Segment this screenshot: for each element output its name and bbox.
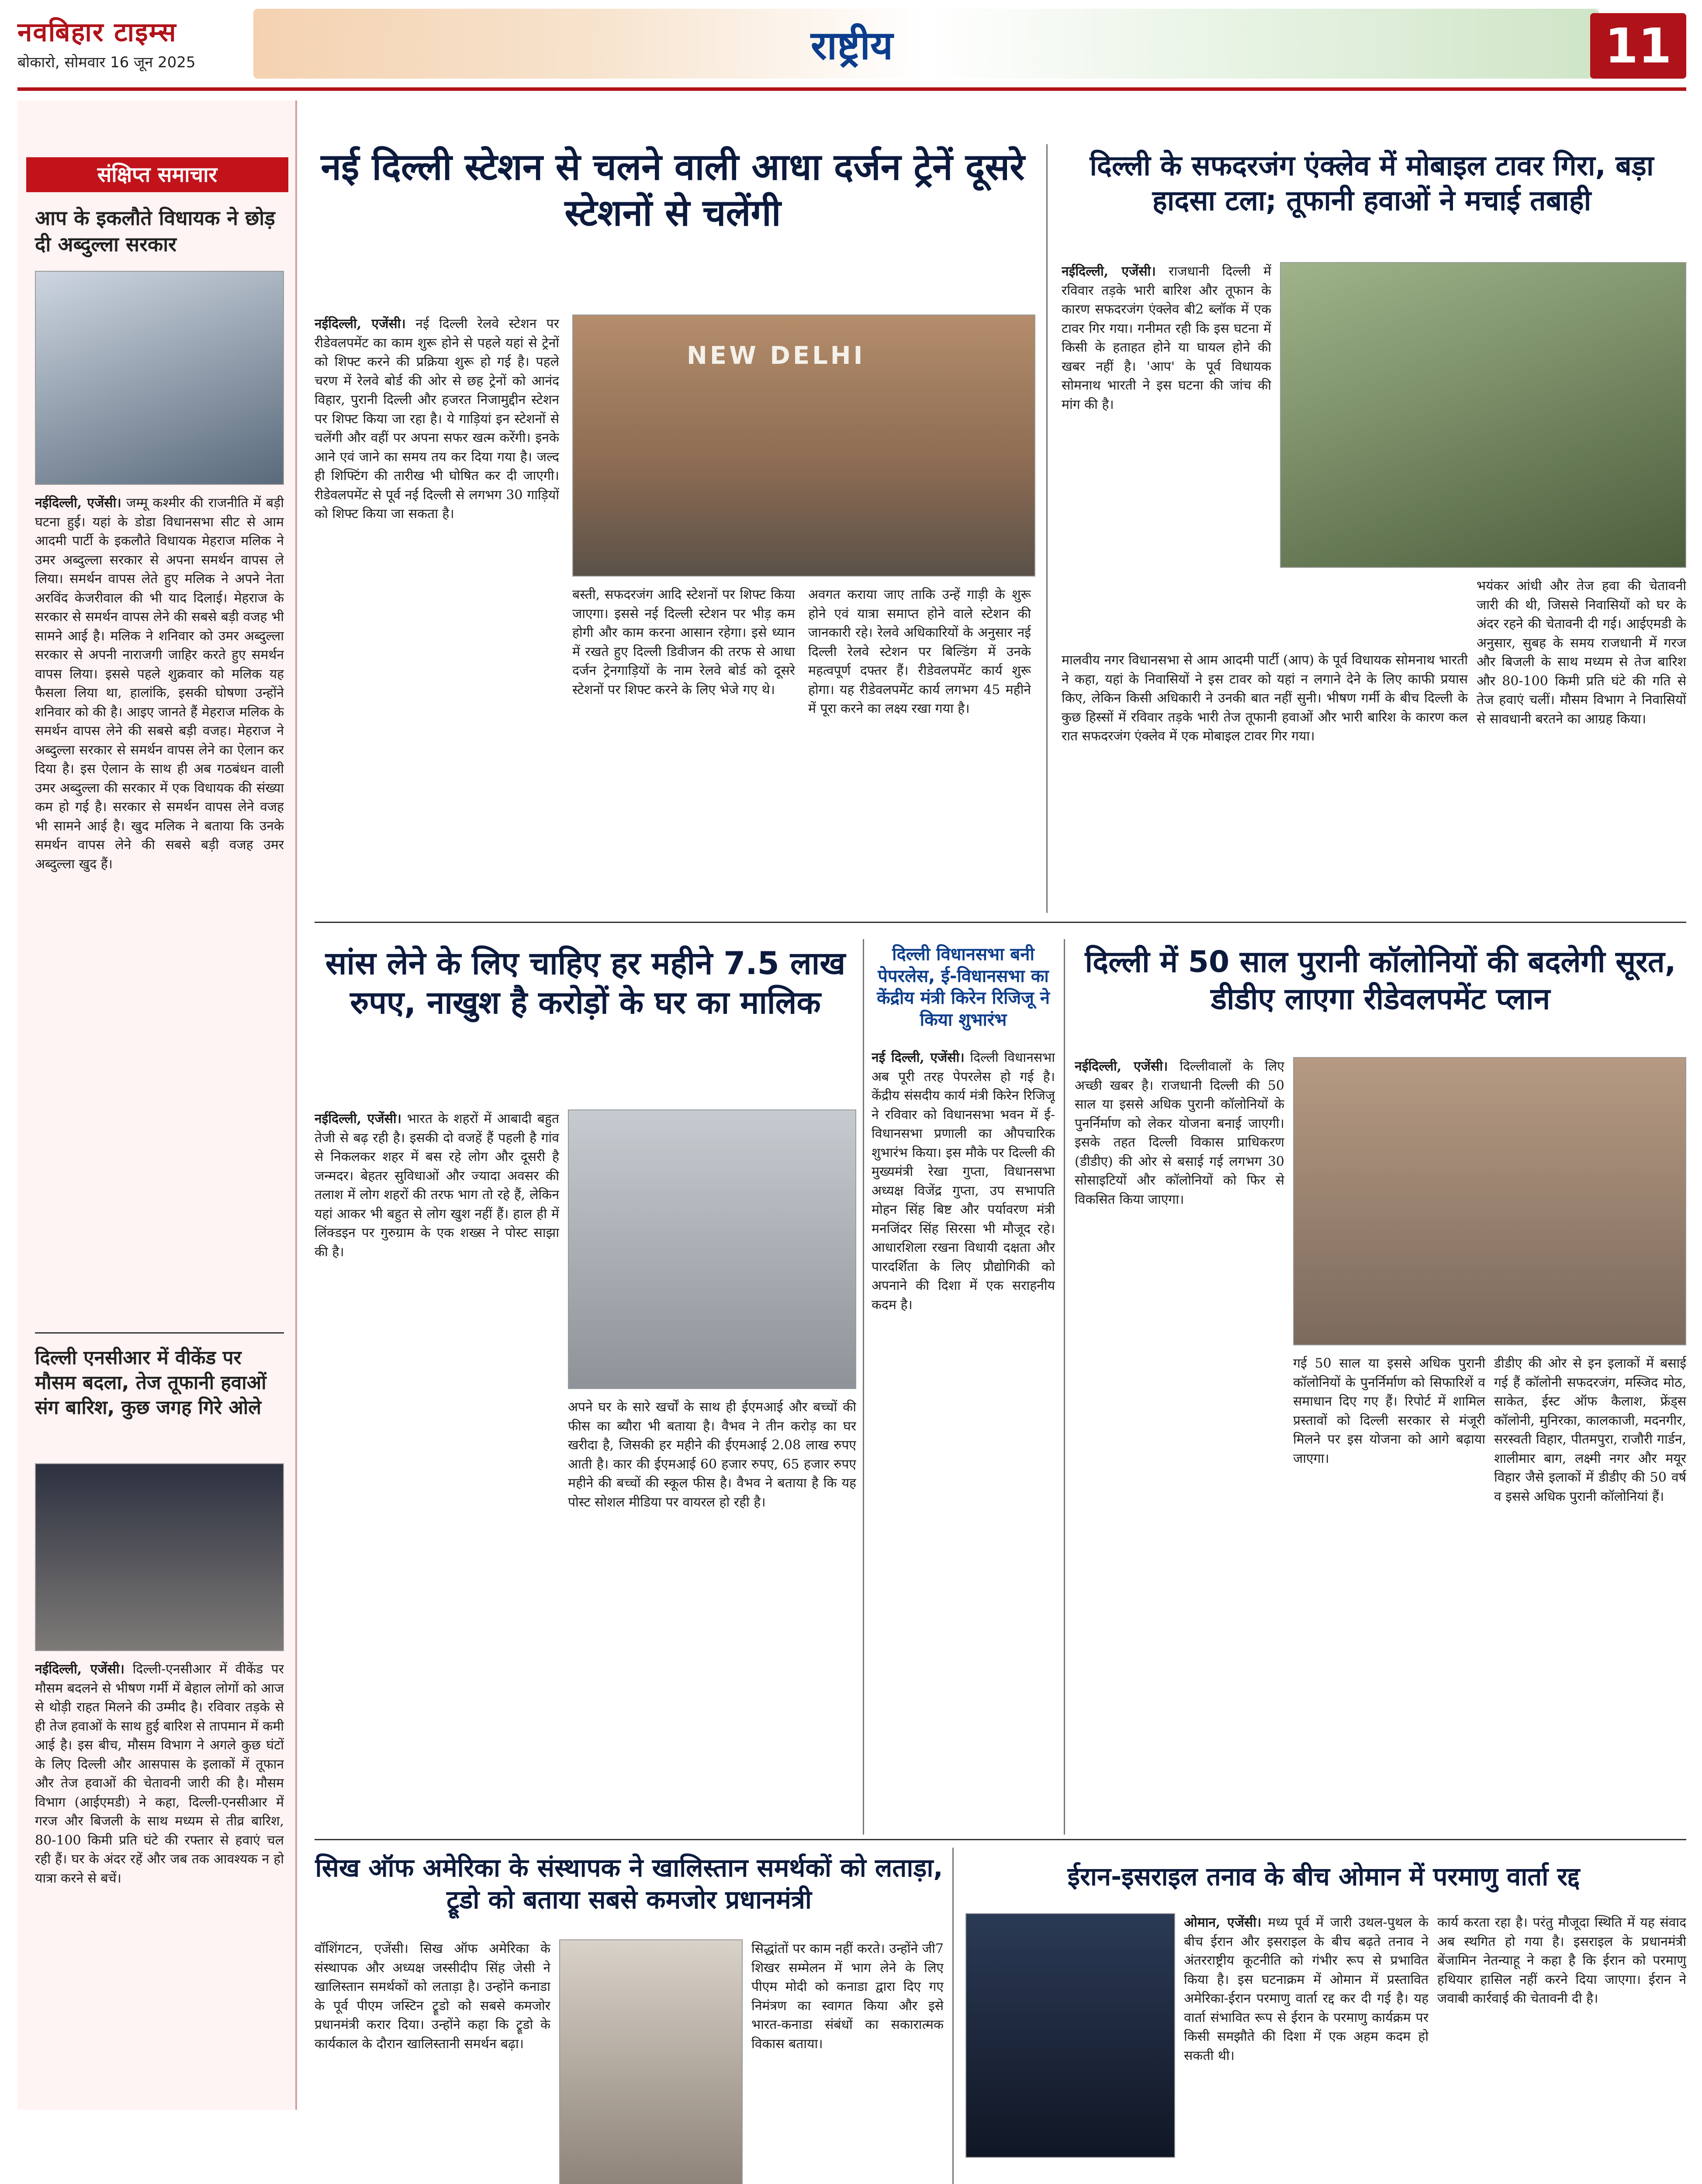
column-divider xyxy=(952,1848,954,2184)
colonies-dateline: नईदिल्ली, एजेंसी। xyxy=(1075,1059,1168,1074)
masthead xyxy=(0,0,1702,87)
sidebar-story1-text xyxy=(35,494,284,1324)
sidebar-divider xyxy=(35,1332,284,1334)
tower-dateline: नईदिल्ली, एजेंसी। xyxy=(1062,264,1156,279)
iran-body1: मध्य पूर्व में जारी उथल-पुथल के बीच ईरान और इसराइल के बीच बढ़ते तनाव ने अंतरराष्ट्रीय कूटनीति को गंभीर रूप से प्रभावित किया है। इस घटनाक्रम में ओमान में प्रस्तावित अमेरिका-ईरान परमाणु वार्ता रद्द कर दी गई है। यह वार्ता संभावित रूप से ईरान के परमाणु कार्यक्रम पर किसी समझौते की दिशा में एक अहम कदम हो सकती थी। xyxy=(1184,1915,1429,2063)
sidebar-story2-headline: दिल्ली एनसीआर में वीकेंड पर मौसम बदला, तेज तूफानी हवाओं संग बारिश, कुछ जगह गिरे ओले xyxy=(35,1347,266,1419)
sikh-body1: वॉशिंगटन, एजेंसी। सिख ऑफ अमेरिका के संस्थापक और अध्यक्ष जस्सीदीप सिंह जेसी ने खालिस्तान समर्थकों को लताड़ा है। उन्होंने कनाडा के पूर्व पीएम जस्टिन ट्रूडो को सबसे कमजोर प्रधानमंत्री करार दिया। उन्होंने कहा कि ट्रूडो के कार्यकाल के दौरान खालिस्तानी समर्थन बढ़ा। xyxy=(315,1941,550,2052)
newspaper-logo xyxy=(17,13,245,74)
issue-date: बोकारो, सोमवार 16 जून 2025 xyxy=(17,54,196,71)
newspaper-name: नवबिहार टाइम्स xyxy=(17,17,177,48)
breathe-dateline: नईदिल्ली, एजेंसी। xyxy=(315,1111,402,1127)
breathe-headline: सांस लेने के लिए चाहिए हर महीने 7.5 लाख रुपए, नाखुश है करोड़ों के घर का मालिक xyxy=(325,945,846,1021)
sidebar-story2-text xyxy=(35,1660,284,2105)
header-divider xyxy=(17,87,1686,91)
iran-headline: ईरान-इसराइल तनाव के बीच ओमान में परमाणु वार्ता रद्द xyxy=(1067,1862,1580,1891)
sidebar-story2-body: दिल्ली-एनसीआर में वीकेंड पर मौसम बदलने से भीषण गर्मी में बेहाल लोगों को आज से थोड़ी राहत मिलने की उम्मीद है। रविवार तड़के से ही तेज हवाओं के साथ हुई बारिश से तापमान में कमी आई है। इस बीच, मौसम विभाग ने अगले कुछ घंटों के लिए दिल्ली और आसपास के इलाकों में तूफान और तेज हवाओं की चेतावनी जारी की है। मौसम विभाग (आईएमडी) ने कहा, दिल्ली-एनसीआर में गरज और बिजली के साथ मध्यम से तीव्र बारिश, 80-100 किमी प्रति घंटे की रफ्तार से हवाएं चल रही हैं। घर के अंदर रहें और जब तक आवश्यक न हो यात्रा करने से बचें। xyxy=(35,1662,284,1886)
colonies-headline: दिल्ली में 50 साल पुरानी कॉलोनियों की बदलेगी सूरत, डीडीए लाएगा रीडेवलपमेंट प्लान xyxy=(1085,945,1676,1016)
city-skyline-photo xyxy=(568,1109,856,1389)
assembly-dateline: नई दिल्ली, एजेंसी। xyxy=(872,1050,965,1065)
iran-body2: कार्य करता रहा है। परंतु मौजूदा स्थिति में यह संवाद अब स्थगित हो गया है। इसराइल के प्रधानमंत्री बेंजामिन नेतन्याहू ने कहा है कि ईरान को परमाणु हथियार हासिल नहीं करने दिया जाएगा। ईरान ने जवाबी कार्रवाई की चेतावनी दी है। xyxy=(1437,1915,1686,2006)
breathe-body1: भारत के शहरों में आबादी बहुत तेजी से बढ़ रही है। इसकी दो वजहें हैं पहली है गांव से निकलकर शहर में बस रहे लोग और दूसरी है जन्मदर। बेहतर सुविधाओं और ज्यादा अवसर की तलाश में लोग शहरों की तरफ भाग तो रहे हैं, लेकिन यहां आकर भी बहुत से लोग खुश नहीं हैं। हाल ही में लिंक्डइन पर गुरुग्राम के एक शख्स ने पोस्ट साझा की है। xyxy=(315,1111,559,1260)
section-divider-1 xyxy=(315,922,1686,923)
sidebar-story1-headline: आप के इकलौते विधायक ने छोड़ दी अब्दुल्ला सरकार xyxy=(35,206,275,256)
colonies-body1: दिल्लीवालों के लिए अच्छी खबर है। राजधानी दिल्ली की 50 साल या इससे अधिक पुरानी कॉलोनियों के पुनर्निर्माण को लेकर योजना बनाई जाएगी। इसके तहत दिल्ली विकास प्राधिकरण (डीडीए) की ओर से बसाई गई लगभग 30 सोसाइटियों और कॉलोनियों को फिर से विकसित किया जाएगा। xyxy=(1075,1059,1284,1207)
sikh-headline: सिख ऑफ अमेरिका के संस्थापक ने खालिस्तान समर्थकों को लताड़ा, ट्रूडो को बताया सबसे कमजोर प्रधानमंत्री xyxy=(315,1853,943,1914)
assembly-body: दिल्ली विधानसभा अब पूरी तरह पेपरलेस हो गई है। केंद्रीय संसदीय कार्य मंत्री किरेन रिजिजू ने रविवार को विधानसभा भवन में ई-विधानसभा प्रणाली का औपचारिक शुभारंभ किया। इस मौके पर दिल्ली की मुख्यमंत्री रेखा गुप्ता, विधानसभा अध्यक्ष विजेंद्र गुप्ता, उप सभापति मोहन सिंह बिष्ट और पर्यावरण मंत्री मनजिंदर सिंह सिरसा भी मौजूद रहे। आधारशिला रखना विधायी दक्षता और पारदर्शिता के लिए प्रौद्योगिकी को अपनाने की दिशा में एक सराहनीय कदम है। xyxy=(872,1050,1055,1313)
founder-portrait-photo xyxy=(559,1939,743,2184)
sidebar-story1-body: जम्मू कश्मीर की राजनीति में बड़ी घटना हुई। यहां के डोडा विधानसभा सीट से आम आदमी पार्टी के इकलौते विधायक मेहराज मलिक ने उमर अब्दुल्ला सरकार से अपना समर्थन वापस ले लिया। समर्थन वापस लेते हुए मलिक ने अपने नेता अरविंद केजरीवाल की भी याद दिलाई। मेहराज के सरकार से समर्थन वापस लेने की सबसे बड़ी वजह भी सामने आई है। मलिक ने शनिवार को उमर अब्दुल्ला सरकार से अपनी नाराजगी जाहिर करते हुए समर्थन वापस लिया। इससे पहले शुक्रवार को मलिक यह फैसला लिया था, हालांकि, इसकी घोषणा उन्होंने शनिवार को की है। आइए जानते हैं मेहराज मलिक के समर्थन वापस लेने की सबसे बड़ी वजह। मेहराज ने अब्दुल्ला सरकार से समर्थन वापस लेने का ऐलान कर दिया है। इस ऐलान के साथ ही अब गठबंधन वाली उमर अब्दुल्ला की सरकार में एक विधायक की संख्या कम हो गई है। सरकार से समर्थन वापस लेने वजह भी सामने आई है। खुद मलिक ने बताया कि उनके समर्थन वापस लेने की सबसे बड़ी वजह उमर अब्दुल्ला खुद हैं। xyxy=(35,495,284,872)
iran-dateline: ओमान, एजेंसी। xyxy=(1184,1915,1262,1930)
stations-dateline: नईदिल्ली, एजेंसी। xyxy=(315,316,406,332)
column-divider xyxy=(863,939,864,1835)
stations-body2: बस्ती, सफदरजंग आदि स्टेशनों पर शिफ्ट किया जाएगा। इससे नई दिल्ली स्टेशन पर भीड़ कम होगी और काम करना आसान रहेगा। इसे ध्यान में रखते हुए दिल्ली डिवीजन की तरफ से आधा दर्जन ट्रेनगाड़ियों के नाम रेलवे बोर्ड को दूसरे स्टेशनों पर शिफ्ट करने के लिए भेजे गए थे। xyxy=(572,587,795,698)
stations-body1: नई दिल्ली रेलवे स्टेशन पर रीडेवलपमेंट का काम शुरू होने से पहले यहां से ट्रेनों को शिफ्ट करने की प्रक्रिया शुरू हो गई है। पहले चरण में रेलवे बोर्ड की ओर से छह ट्रेनों को आनंद विहार, पुरानी दिल्ली और हजरत निजामुद्दीन स्टेशन पर शिफ्ट किया जा रहा है। ये गाड़ियां इन स्टेशनों से चलेंगी और वहीं पर अपना सफर खत्म करेंगी। इनके आने एवं जाने का समय तय कर दिया गया है। जल्द ही शिफ्टिंग की तारीख भी घोषित कर दी जाएगी। रीडेवलपमेंट से पूर्व नई दिल्ली से लगभग 30 गाड़ियों को शिफ्ट किया जा सकता है। xyxy=(315,316,559,522)
section-divider-2 xyxy=(315,1839,1686,1840)
stations-body3: अवगत कराया जाए ताकि उन्हें गाड़ी के शुरू होने एवं यात्रा समाप्त होने वाले स्टेशन की जानकारी रहे। रेलवे अधिकारियों के अनुसार नई दिल्ली रेलवे स्टेशन पर बिल्डिंग में उनके महत्वपूर्ण दफ्तर हैं। रीडेवलपमेंट कार्य शुरू होगा। यह रीडेवलपमेंट कार्य लगभग 45 महीने में पूरा करने का लक्ष्य रखा गया है। xyxy=(808,587,1031,716)
section-title: राष्ट्रीय xyxy=(810,23,893,69)
assembly-headline: दिल्ली विधानसभा बनी पेपरलेस, ई-विधानसभा का केंद्रीय मंत्री किरेन रिजिजू ने किया शुभारंभ xyxy=(877,944,1050,1030)
breathe-text-col1 xyxy=(315,1109,559,1826)
tower-photo xyxy=(1280,262,1686,568)
tower-body1: राजधानी दिल्ली में रविवार तड़के भारी बारिश और तूफान के कारण सफदरजंग एंक्लेव बी2 ब्लॉक में एक टावर गिर गया। गनीमत रही कि इस घटना में किसी के हताहत होने या घायल होने की खबर नहीं है। 'आप' के पूर्व विधायक सोमनाथ भारती ने इस घटना की जांच की मांग की है। xyxy=(1062,264,1271,412)
station-sign-text: NEW DELHI xyxy=(687,342,865,370)
sidebar-story2-photo xyxy=(35,1463,284,1651)
stations-headline: नई दिल्ली स्टेशन से चलने वाली आधा दर्जन ट्रेनें दूसरे स्टेशनों से चलेंगी xyxy=(321,145,1025,234)
iran-text-col1 xyxy=(1184,1913,1429,2184)
column-divider xyxy=(1046,144,1048,913)
colonies-aerial-photo xyxy=(1293,1057,1686,1345)
stations-text-col1 xyxy=(315,314,559,909)
iran-leader-photo xyxy=(965,1913,1175,2158)
tower-text-col1 xyxy=(1062,262,1271,646)
tower-headline: दिल्ली के सफदरजंग एंक्लेव में मोबाइल टावर गिरा, बड़ा हादसा टला; तूफानी हवाओं ने मचाई तबाही xyxy=(1090,150,1654,217)
column-divider xyxy=(1064,939,1065,1835)
sidebar-story2-dateline: नईदिल्ली, एजेंसी। xyxy=(35,1662,125,1677)
assembly-text xyxy=(872,1048,1055,1830)
colonies-body2: गई 50 साल या इससे अधिक पुरानी कॉलोनियों के पुनर्निर्माण को सिफारिशें व समाधान दिए गए हैं। रिपोर्ट में शामिल प्रस्तावों को दिल्ली सरकार से मंजूरी मिलने पर इस योजना को आगे बढ़ाया जाएगा। xyxy=(1293,1356,1485,1466)
page-number: 11 xyxy=(1590,13,1686,79)
station-photo xyxy=(572,314,1035,577)
tower-body3: भयंकर आंधी और तेज हवा की चेतावनी जारी की थी, जिससे निवासियों को घर के अंदर रहने की चेतावनी दी गई। आईएमडी के अनुसार, सुबह के समय राजधानी में गरज और बिजली के साथ मध्यम से तेज बारिश और 80-100 किमी प्रति घंटे की गति से तेज हवाएं चलीं। मौसम विभाग ने निवासियों से सावधानी बरतने का आग्रह किया। xyxy=(1477,578,1686,727)
brief-news-label: संक्षिप्त समाचार xyxy=(26,157,288,192)
sidebar-story1-dateline: नईदिल्ली, एजेंसी। xyxy=(35,495,121,511)
colonies-body3: डीडीए की ओर से इन इलाकों में बसाई गई हैं कॉलोनी सफदरजंग, मस्जिद मोठ, साकेत, ईस्ट ऑफ कैलाश, फ्रेंड्स कॉलोनी, मुनिरका, कालकाजी, मदनगीर, सरस्वती विहार, पीतमपुरा, राजौरी गार्डन, शालीमार बाग, लक्ष्मी नगर और मयूर विहार जैसे इलाकों में डीडीए की 50 वर्ष व इससे अधिक पुरानी कॉलोनियां हैं। xyxy=(1494,1356,1686,1504)
sidebar-story1-photo xyxy=(35,271,284,485)
sikh-body3: सिद्धांतों पर काम नहीं करते। उन्होंने जी7 शिखर सम्मेलन में भाग लेने के लिए पीएम मोदी को कनाडा द्वारा दिए गए निमंत्रण का स्वागत किया और इसे भारत-कनाडा संबंधों का सकारात्मक विकास बताया। xyxy=(751,1941,944,2052)
colonies-text-col1 xyxy=(1075,1057,1284,1826)
breathe-body2: अपने घर के सारे खर्चों के साथ ही ईएमआई और बच्चों की फीस का ब्यौरा भी बताया है। वैभव ने तीन करोड़ का घर खरीदा है, जिसकी हर महीने की ईएमआई 2.08 लाख रुपए आती है। कार की ईएमआई 60 हजार रुपए, 65 हजार रुपए महीने की बच्चों की स्कूल फीस है। वैभव ने बताया है कि यह पोस्ट सोशल मीडिया पर वायरल हो रही है। xyxy=(568,1400,856,1510)
tower-body2: मालवीय नगर विधानसभा से आम आदमी पार्टी (आप) के पूर्व विधायक सोमनाथ भारती ने कहा, यहां के निवासियों ने इस टावर को यहां न लगाने देने के लिए काफी प्रयास किए, लेकिन किसी अधिकारी ने उनकी बात नहीं सुनी। भीषण गर्मी के बीच दिल्ली के कुछ हिस्सों में रविवार तड़के भारी तेज तूफानी हवाओं और भारी बारिश के कारण कल रात सफदरजंग एंक्लेव में एक मोबाइल टावर गिर गया। xyxy=(1062,653,1468,744)
